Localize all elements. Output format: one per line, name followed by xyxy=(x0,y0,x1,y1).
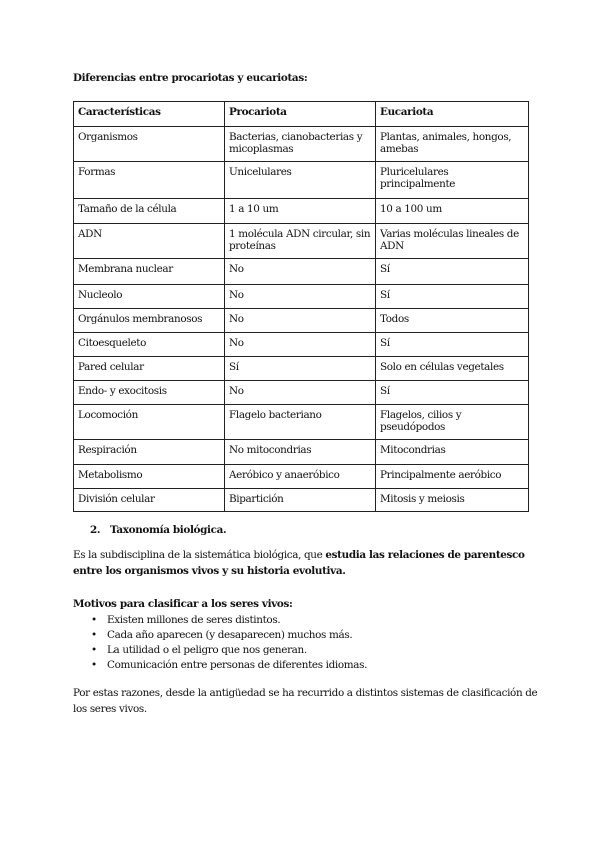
header-cell: Eucariota xyxy=(376,102,529,127)
motivos-list xyxy=(73,613,367,673)
table-cell: Flagelo bacteriano xyxy=(225,405,376,440)
table-row xyxy=(74,381,529,405)
paragraph-plain: Es la subdisciplina de la sistemática biológica, que xyxy=(73,549,326,561)
table-cell: Orgánulos membranosos xyxy=(74,309,225,333)
table-row xyxy=(74,199,529,224)
table-row xyxy=(74,259,529,285)
table-cell: Bipartición xyxy=(225,489,376,512)
table-cell: Sí xyxy=(225,357,376,381)
table-cell: No xyxy=(225,381,376,405)
bullet-icon: • xyxy=(91,629,97,641)
table-row xyxy=(74,333,529,357)
table-cell: Bacterias, cianobacterias y micoplasmas xyxy=(225,127,376,162)
table-row xyxy=(74,162,529,199)
table-cell: 10 a 100 um xyxy=(376,199,529,224)
table-cell: Aeróbico y anaeróbico xyxy=(225,465,376,489)
table-cell: Locomoción xyxy=(74,405,225,440)
table-cell: División celular xyxy=(74,489,225,512)
table-cell: Tamaño de la célula xyxy=(74,199,225,224)
final-paragraph: Por estas razones, desde la antigüedad se ha recurrido a distintos sistemas de clasificación de los seres vivos. xyxy=(73,687,538,715)
table-cell: Citoesqueleto xyxy=(74,333,225,357)
table-cell: Formas xyxy=(74,162,225,199)
paragraph-bold: estudia las relaciones de parentesco entre los organismos vivos y su historia evolutiva. xyxy=(73,549,525,577)
table-cell: 1 a 10 um xyxy=(225,199,376,224)
table-row xyxy=(74,127,529,162)
table-cell: Sí xyxy=(376,259,529,285)
table-cell: Mitosis y meiosis xyxy=(376,489,529,512)
table-cell: 1 molécula ADN circular, sin proteínas xyxy=(225,224,376,259)
section-number: 2. xyxy=(90,524,101,536)
table-cell: No xyxy=(225,333,376,357)
table-cell: Flagelos, cilios y pseudópodos xyxy=(376,405,529,440)
list-item xyxy=(73,658,367,673)
bullet-icon: • xyxy=(91,659,97,671)
table-cell: No xyxy=(225,309,376,333)
table-cell: Sí xyxy=(376,381,529,405)
table-cell: No xyxy=(225,259,376,285)
table-cell: Membrana nuclear xyxy=(74,259,225,285)
header-cell: Procariota xyxy=(225,102,376,127)
table-cell: Varias moléculas lineales de ADN xyxy=(376,224,529,259)
table-cell: No xyxy=(225,285,376,309)
table-cell: Mitocondrias xyxy=(376,440,529,465)
header-cell: Características xyxy=(74,102,225,127)
table-cell: Principalmente aeróbico xyxy=(376,465,529,489)
table-row xyxy=(74,309,529,333)
table-cell: Plantas, animales, hongos, amebas xyxy=(376,127,529,162)
table-row xyxy=(74,405,529,440)
motivos-heading: Motivos para clasificar a los seres vivos: xyxy=(73,598,293,610)
table-cell: Unicelulares xyxy=(225,162,376,199)
table-cell: Respiración xyxy=(74,440,225,465)
table-cell: No mitocondrias xyxy=(225,440,376,465)
table-cell: Endo- y exocitosis xyxy=(74,381,225,405)
table-row xyxy=(74,465,529,489)
bullet-icon: • xyxy=(91,644,97,656)
list-item-text: La utilidad o el peligro que nos generan. xyxy=(107,644,307,656)
table-cell: Solo en células vegetales xyxy=(376,357,529,381)
table-cell: Todos xyxy=(376,309,529,333)
list-item xyxy=(73,628,367,643)
table-row xyxy=(74,285,529,309)
table-row xyxy=(74,357,529,381)
table-cell: Nucleolo xyxy=(74,285,225,309)
comparison-table xyxy=(73,101,529,512)
definition-paragraph xyxy=(73,547,538,579)
list-item xyxy=(73,613,367,628)
table-cell: ADN xyxy=(74,224,225,259)
table-row xyxy=(74,224,529,259)
list-item xyxy=(73,643,367,658)
table-header-row xyxy=(74,102,529,127)
table-cell: Pluricelulares principalmente xyxy=(376,162,529,199)
table-cell: Sí xyxy=(376,285,529,309)
list-item-text: Comunicación entre personas de diferentes idiomas. xyxy=(107,659,368,671)
table-cell: Pared celular xyxy=(74,357,225,381)
table-cell: Organismos xyxy=(74,127,225,162)
section-heading xyxy=(90,524,226,536)
table-row xyxy=(74,440,529,465)
table-row xyxy=(74,489,529,512)
table-cell: Metabolismo xyxy=(74,465,225,489)
list-item-text: Existen millones de seres distintos. xyxy=(107,614,281,626)
table-heading: Diferencias entre procariotas y eucariotas: xyxy=(73,72,308,84)
table-cell: Sí xyxy=(376,333,529,357)
list-item-text: Cada año aparecen (y desaparecen) muchos más. xyxy=(107,629,353,641)
section-title: Taxonomía biológica. xyxy=(110,524,227,536)
bullet-icon: • xyxy=(91,614,97,626)
